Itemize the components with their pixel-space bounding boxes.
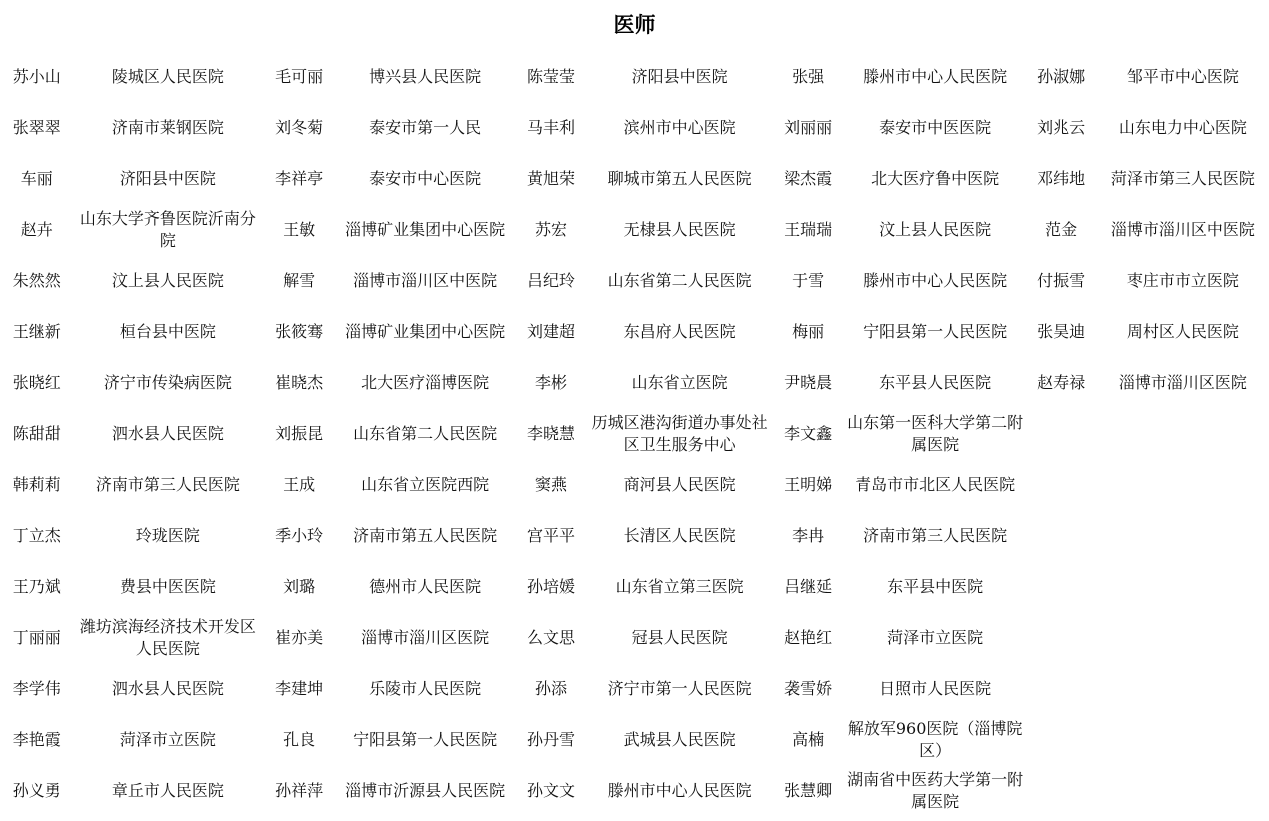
hospital-name: 博兴县人民医院 (369, 66, 482, 86)
doctor-name: 陈莹莹 (527, 66, 576, 86)
hospital-name (1097, 612, 1269, 663)
doctor-name: 范金 (1045, 219, 1078, 239)
hospital-name: 章丘市人民医院 (111, 780, 224, 800)
doctor-name: 高楠 (792, 729, 825, 749)
doctor-name: 张筱骞 (275, 321, 324, 341)
hospital-name: 周村区人民医院 (1126, 321, 1239, 341)
doctor-name: 马丰利 (527, 117, 576, 137)
hospital-name: 长清区人民医院 (623, 525, 736, 545)
hospital-name: 山东第一医科大学第二附属医院 (847, 412, 1024, 454)
doctor-name: 苏宏 (535, 219, 568, 239)
hospital-name: 湖南省中医药大学第一附属医院 (847, 769, 1024, 811)
doctor-name (1025, 714, 1096, 765)
table-row (0, 612, 1269, 663)
doctor-name: 吕纪玲 (527, 270, 576, 290)
doctor-name (1025, 561, 1096, 612)
table-row (0, 255, 1269, 306)
doctor-name: 张昊迪 (1037, 321, 1086, 341)
hospital-name: 北大医疗鲁中医院 (871, 168, 1000, 188)
doctor-name: 刘振昆 (275, 423, 324, 443)
hospital-name: 宁阳县第一人民医院 (863, 321, 1008, 341)
hospital-name: 滕州市中心人民医院 (863, 270, 1008, 290)
doctor-name: 么文思 (527, 627, 576, 647)
doctor-name: 孙培媛 (527, 576, 576, 596)
doctor-name: 孙祥萍 (275, 780, 324, 800)
hospital-name: 德州市人民医院 (369, 576, 482, 596)
hospital-name: 商河县人民医院 (623, 474, 736, 494)
doctor-name: 张慧卿 (784, 780, 833, 800)
doctor-name: 刘璐 (283, 576, 316, 596)
hospital-name: 山东省立医院 (631, 372, 728, 392)
doctor-name: 刘冬菊 (275, 117, 324, 137)
doctor-name: 宫平平 (527, 525, 576, 545)
doctor-name (1025, 663, 1096, 714)
hospital-name: 陵城区人民医院 (111, 66, 224, 86)
hospital-name: 汶上县人民医院 (879, 219, 992, 239)
doctor-name: 李祥亭 (275, 168, 324, 188)
doctor-name: 刘丽丽 (784, 117, 833, 137)
hospital-name: 山东省立医院西院 (361, 474, 490, 494)
doctor-name: 王乃斌 (12, 576, 61, 596)
table-body (0, 51, 1269, 816)
hospital-name: 泗水县人民医院 (111, 423, 224, 443)
hospital-name: 泰安市中心医院 (369, 168, 482, 188)
doctor-name: 刘兆云 (1037, 117, 1086, 137)
table-row (0, 561, 1269, 612)
hospital-name: 济宁市第一人民医院 (607, 678, 752, 698)
hospital-name: 济南市莱钢医院 (111, 117, 224, 137)
doctor-name: 李冉 (792, 525, 825, 545)
hospital-name: 山东电力中心医院 (1118, 117, 1247, 137)
hospital-name: 汶上县人民医院 (111, 270, 224, 290)
doctor-name: 李彬 (535, 372, 568, 392)
doctor-name: 崔亦美 (275, 627, 324, 647)
doctor-name: 李文鑫 (784, 423, 833, 443)
hospital-name: 无棣县人民医院 (623, 219, 736, 239)
doctor-name: 孙义勇 (12, 780, 61, 800)
hospital-name: 淄博市淄川区中医院 (1110, 219, 1255, 239)
doctor-name: 吕继延 (784, 576, 833, 596)
doctor-name: 张晓红 (12, 372, 61, 392)
hospital-name: 济南市第三人民医院 (863, 525, 1008, 545)
doctor-name: 张翠翠 (12, 117, 61, 137)
doctor-name: 崔晓杰 (275, 372, 324, 392)
doctor-name: 赵艳红 (784, 627, 833, 647)
doctor-name (1025, 459, 1096, 510)
hospital-name (1097, 714, 1269, 765)
page-title: 医师 (613, 13, 656, 37)
hospital-name: 菏泽市立医院 (887, 627, 984, 647)
hospital-name: 淄博市沂源县人民医院 (345, 780, 506, 800)
hospital-name: 滨州市中心医院 (623, 117, 736, 137)
hospital-name: 东平县中医院 (887, 576, 984, 596)
hospital-name (1097, 459, 1269, 510)
doctor-name: 陈甜甜 (12, 423, 61, 443)
doctor-name: 丁丽丽 (12, 627, 61, 647)
hospital-name (1097, 561, 1269, 612)
hospital-name: 菏泽市立医院 (119, 729, 216, 749)
hospital-name (1097, 510, 1269, 561)
hospital-name: 历城区港沟街道办事处社区卫生服务中心 (591, 412, 768, 454)
doctor-name: 梁杰霞 (784, 168, 833, 188)
doctor-table (0, 51, 1269, 816)
hospital-name: 潍坊滨海经济技术开发区人民医院 (79, 616, 256, 658)
hospital-name: 济阳县中医院 (631, 66, 728, 86)
hospital-name: 费县中医医院 (119, 576, 216, 596)
doctor-name: 王敏 (283, 219, 316, 239)
hospital-name: 桓台县中医院 (119, 321, 216, 341)
hospital-name: 山东省第二人民医院 (607, 270, 752, 290)
hospital-name: 淄博矿业集团中心医院 (345, 219, 506, 239)
hospital-name: 山东省立第三医院 (615, 576, 744, 596)
table-row (0, 153, 1269, 204)
doctor-name: 朱然然 (12, 270, 61, 290)
doctor-name: 王继新 (12, 321, 61, 341)
hospital-name: 日照市人民医院 (879, 678, 992, 698)
doctor-name: 黄旭荣 (527, 168, 576, 188)
hospital-name: 乐陵市人民医院 (369, 678, 482, 698)
hospital-name (1097, 663, 1269, 714)
hospital-name: 武城县人民医院 (623, 729, 736, 749)
table-row (0, 51, 1269, 102)
doctor-name (1025, 612, 1096, 663)
doctor-name: 李建坤 (275, 678, 324, 698)
table-row (0, 765, 1269, 816)
doctor-name: 丁立杰 (12, 525, 61, 545)
doctor-name: 于雪 (792, 270, 825, 290)
doctor-name (1025, 765, 1096, 816)
doctor-name: 梅丽 (792, 321, 825, 341)
doctor-name: 赵卉 (20, 219, 53, 239)
doctor-name: 袭雪娇 (784, 678, 833, 698)
doctor-name: 孙添 (535, 678, 568, 698)
table-row (0, 357, 1269, 408)
doctor-name: 韩莉莉 (12, 474, 61, 494)
doctor-name: 王瑞瑞 (784, 219, 833, 239)
hospital-name (1097, 408, 1269, 459)
hospital-name: 滕州市中心人民医院 (607, 780, 752, 800)
hospital-name: 泗水县人民医院 (111, 678, 224, 698)
hospital-name: 淄博市淄川区中医院 (353, 270, 498, 290)
doctor-name: 李艳霞 (12, 729, 61, 749)
hospital-name: 泰安市第一人民 (369, 117, 482, 137)
table-row (0, 408, 1269, 459)
doctor-name: 孙淑娜 (1037, 66, 1086, 86)
table-row (0, 306, 1269, 357)
hospital-name: 聊城市第五人民医院 (607, 168, 752, 188)
doctor-name: 苏小山 (12, 66, 61, 86)
doctor-name (1025, 510, 1096, 561)
hospital-name: 济宁市传染病医院 (103, 372, 232, 392)
hospital-name: 青岛市市北区人民医院 (855, 474, 1016, 494)
doctor-name: 窦燕 (535, 474, 568, 494)
doctor-name: 解雪 (283, 270, 316, 290)
hospital-name: 淄博市淄川区医院 (1118, 372, 1247, 392)
doctor-name: 孙文文 (527, 780, 576, 800)
doctor-name: 李晓慧 (527, 423, 576, 443)
table-row (0, 459, 1269, 510)
hospital-name: 泰安市中医医院 (879, 117, 992, 137)
doctor-name: 毛可丽 (275, 66, 324, 86)
doctor-name: 孙丹雪 (527, 729, 576, 749)
hospital-name: 解放军960医院（淄博院区） (847, 718, 1023, 760)
doctor-name: 王明娣 (784, 474, 833, 494)
table-row (0, 714, 1269, 765)
doctor-name: 孔良 (283, 729, 316, 749)
hospital-name: 滕州市中心人民医院 (863, 66, 1008, 86)
hospital-name: 玲珑医院 (135, 525, 200, 545)
hospital-name: 邹平市中心医院 (1126, 66, 1239, 86)
doctor-name: 李学伟 (12, 678, 61, 698)
hospital-name: 济南市第三人民医院 (95, 474, 240, 494)
hospital-name: 宁阳县第一人民医院 (353, 729, 498, 749)
hospital-name: 山东省第二人民医院 (353, 423, 498, 443)
hospital-name: 东平县人民医院 (879, 372, 992, 392)
doctor-name: 张强 (792, 66, 825, 86)
doctor-name: 季小玲 (275, 525, 324, 545)
hospital-name: 菏泽市第三人民医院 (1110, 168, 1255, 188)
hospital-name: 枣庄市市立医院 (1126, 270, 1239, 290)
doctor-name (1025, 408, 1096, 459)
hospital-name: 东昌府人民医院 (623, 321, 736, 341)
hospital-name: 山东大学齐鲁医院沂南分院 (79, 208, 256, 250)
hospital-name: 淄博矿业集团中心医院 (345, 321, 506, 341)
doctor-name: 刘建超 (527, 321, 576, 341)
hospital-name: 冠县人民医院 (631, 627, 728, 647)
hospital-name: 淄博市淄川区医院 (361, 627, 490, 647)
hospital-name: 北大医疗淄博医院 (361, 372, 490, 392)
doctor-name: 王成 (283, 474, 316, 494)
table-row (0, 510, 1269, 561)
doctor-name: 赵寿禄 (1037, 372, 1086, 392)
hospital-name: 济阳县中医院 (119, 168, 216, 188)
hospital-name (1097, 765, 1269, 816)
table-row (0, 663, 1269, 714)
doctor-name: 车丽 (20, 168, 53, 188)
doctor-name: 尹晓晨 (784, 372, 833, 392)
doctor-name: 付振雪 (1037, 270, 1086, 290)
doctor-name: 邓纬地 (1037, 168, 1086, 188)
table-row (0, 102, 1269, 153)
table-row (0, 204, 1269, 255)
hospital-name: 济南市第五人民医院 (353, 525, 498, 545)
